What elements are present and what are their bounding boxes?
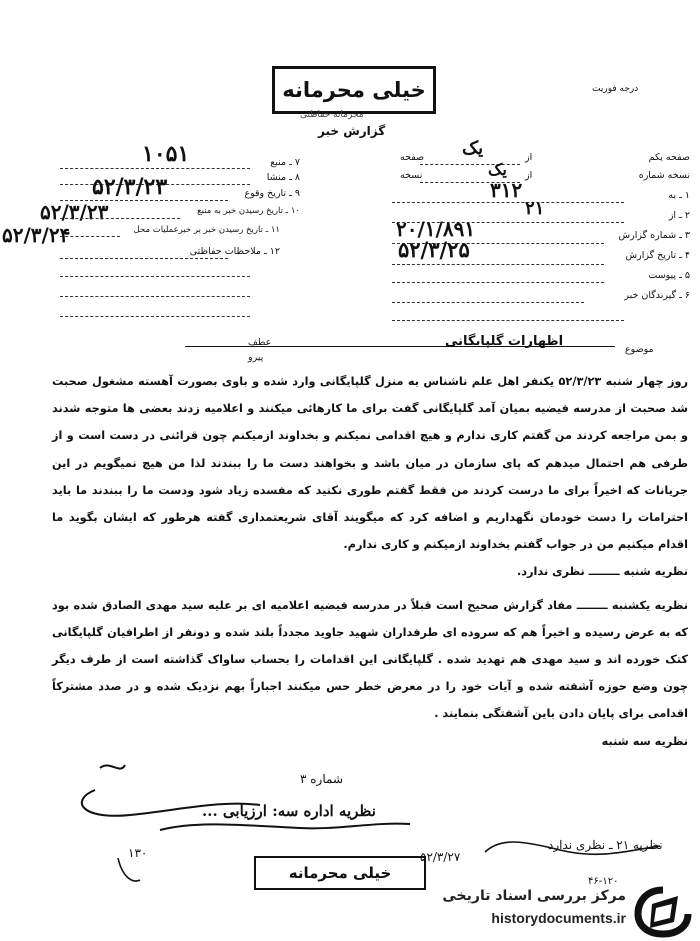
handwritten-note-opinion: نظریه اداره سه: ارزیابی ...	[202, 802, 376, 820]
field-security-notes-label: ۱۲ ـ ملاحظات حفاظتی	[189, 246, 280, 257]
watermark-url: historydocuments.ir	[491, 910, 626, 926]
priority-label: درجه فوریت	[592, 84, 639, 94]
field-to-label: ۱ ـ به	[668, 190, 690, 201]
field-recipients-label: ۶ ـ گیرندگان خبر	[624, 290, 690, 301]
field-report-date-value: ۵۲/۳/۲۵	[398, 237, 470, 262]
subject-value: اظهارات گلپایگانی	[445, 334, 564, 349]
handwritten-signature-date: ۵۲/۳/۲۷	[420, 850, 461, 864]
watermark-org-name: مرکز بررسی اسناد تاریخی	[442, 888, 626, 904]
report-title: گزارش خبر	[318, 124, 386, 138]
follow-up-label: پیرو	[248, 352, 264, 363]
field-report-no-value: ۲۰/۱/۸۹۱	[396, 217, 476, 241]
field-report-no-label: ۳ ـ شماره گزارش	[618, 230, 690, 241]
field-copy-unit: نسخه	[400, 170, 423, 181]
field-source-label: ۷ ـ منبع	[270, 157, 300, 168]
classification-subtitle: محرمانه حفاظتی	[300, 110, 364, 120]
body-paragraph-1: روز چهار شنبه ۵۲/۳/۲۳ یکنفر اهل علم ناشناس به منزل گلپایگانی وارد شده و باوی بصورت آهسته مشغول صحبت شد صحبت از مدرسه فیضیه بمیان آمد گلپایگانی گفت برای ما کارهائی میکنند و اعلامیه زدند بعضی ها متوجه شدند و بمن مراجعه کردند من گفتم کاری ندارم و هیچ اقدامی نمیکنم و بخداوند ازمیکنم چون قرائنی در دست است و از طرفی هم احتمال میدهم که پای سازمان در میان باشد و بخواهند دست ما را ببندند لذا من هیچ نمیگویم در این جریانات که اخیراً برای ما درست کردند من فقط گفتم طوری نکنید که مفسده زیاد شود ودست ما را ببندند ما باید احترامات را دست خودمان نگهداریم و اضافه کرد که میگویند آقای شریعتمداری گفته هرطور که ایشان بگوید ما اقدام میکنیم من در جواب گفتم بخداوند ازمیکنم و کاری ندارم.	[52, 375, 689, 552]
field-source-value: ۱۰۵۱	[142, 141, 190, 167]
handwritten-margin-number: ۱۳۰	[128, 846, 148, 860]
classification-stamp-bottom: خیلی محرمانه	[254, 856, 426, 890]
field-received-ops-label: ۱۱ ـ تاریخ رسیدن خبر بر خبرعملیات محل	[133, 225, 280, 235]
archive-logo-icon	[634, 886, 692, 938]
subject-label: موضوع	[625, 344, 654, 355]
field-page-unit: صفحه	[400, 152, 425, 163]
field-copy-of: از	[525, 170, 533, 181]
field-from-value: ۲۱	[525, 198, 545, 219]
reference-label: عطف	[248, 337, 272, 348]
handwritten-note-21: نظریه ۲۱ ـ نظری ندارد	[548, 838, 663, 852]
field-event-date-label: ۹ ـ تاریخ وقوع	[244, 188, 300, 199]
field-page-of: از	[525, 152, 533, 163]
field-copy-label: نسخه شماره	[638, 170, 690, 181]
field-copy-value: یک	[488, 160, 507, 179]
field-received-ops-value: ۵۲/۳/۲۴	[2, 223, 71, 247]
field-event-date-value: ۵۲/۳/۲۳	[92, 174, 168, 200]
handwritten-note-number: شماره ۳	[300, 772, 343, 786]
body-paragraph-2: نظریه شنبه ــــــــ نظری ندارد.	[516, 565, 688, 579]
classification-stamp-top: خیلی محرمانه	[272, 66, 436, 114]
body-paragraph-4: نظریه سه شنبه	[601, 734, 688, 748]
field-origin-label: ۸ ـ منشا	[266, 172, 300, 183]
field-received-source-value: ۵۲/۳/۲۳	[40, 200, 109, 224]
document-code: ۴۶-۱۲۰	[588, 876, 619, 887]
field-to-value: ۳۱۲	[490, 178, 523, 202]
field-page-value: یک	[462, 138, 484, 159]
field-received-source-label: ۱۰ ـ تاریخ رسیدن خبر به منبع	[197, 206, 300, 216]
field-report-date-label: ۴ ـ تاریخ گزارش	[625, 250, 690, 261]
field-from-label: ۲ ـ از	[668, 210, 690, 221]
field-page-label: صفحه یکم	[648, 152, 690, 163]
watermark	[430, 886, 700, 941]
body-paragraph-3: نظریه یکشنبه ــــــــ مفاد گزارش صحیح است قبلاً در مدرسه فیضیه اعلامیه ای بر علیه سید مهدی الصادق شده بود که به عرض رسیده و اخیراً هم که سروده ای طرفداران شهید جاوید مجدداً بلند شده و دونفر از اطرافیان گلپایگانی کتک خورده اند و سید مهدی هم تهدید شده . گلپایگانی این اقدامات را بحساب ساواک گذاشته است از طرف دیگر چون وضع حوزه آشفته شده و آیات خود را در معرض خطر حس میکنند اجباراً بهم نزدیک شده و در صدد مشترکاً اقدامی برای پایان دادن باین آشفتگی بنمایند .	[52, 598, 688, 721]
field-attachment-label: ۵ ـ پیوست	[648, 270, 690, 281]
